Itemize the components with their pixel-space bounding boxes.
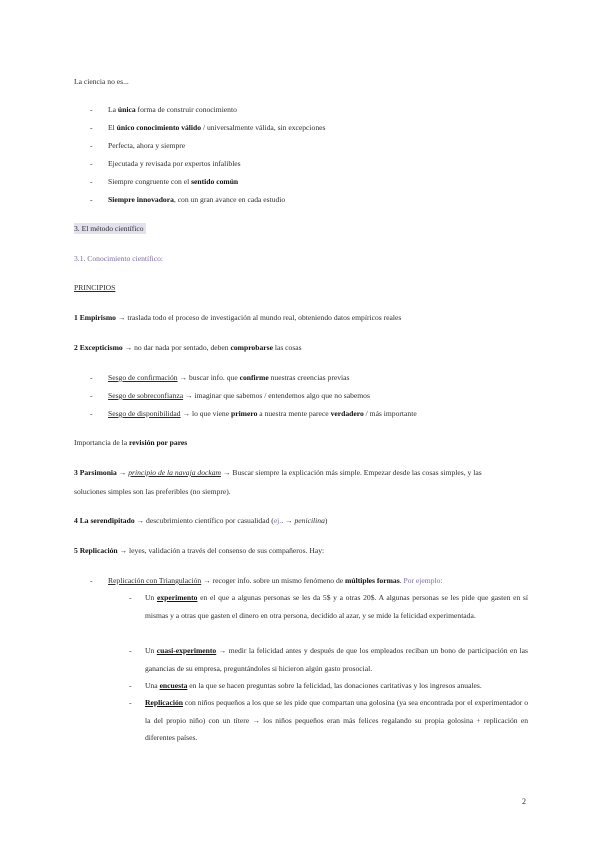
list-bullet: -	[90, 409, 93, 418]
sesgo-item: Sesgo de disponibilidad → lo que viene primero a nuestra mente parece verdadero / más importante	[108, 409, 417, 418]
example-item: Un cuasi-experimento → medir la felicidad antes y después de que los empleados reciban un bono de participación en las ganancias de su empresa, preguntándoles si hicieron algún gasto prosocial.	[145, 646, 528, 673]
principle-5: 5 Replicación → leyes, validación a través del consenso de sus compañeros. Hay:	[74, 546, 325, 555]
principle-3: 3 Parsimonia → principio de la navaja dockam → Buscar siempre la explicación más simple. Empezar desde las cosas simples, y las	[74, 468, 482, 477]
list-bullet: -	[90, 141, 93, 150]
example-item: Una encuesta en la que se hacen preguntas sobre la felicidad, las donaciones caritativas y los ingresos anuales.	[145, 681, 482, 690]
triang-bullet: -	[90, 576, 93, 585]
navaja-link[interactable]: principio de la navaja dockam	[128, 468, 222, 477]
peer-review-line: Importancia de la revisión por pares	[74, 438, 188, 447]
principle-4: 4 La serendipitado → descubrimiento científico por casualidad (ej.. → penicilina)	[74, 516, 328, 525]
list-bullet: -	[90, 195, 93, 204]
example-item: Replicación con niños pequeños a los que se les pide que compartan una golosina (ya sea encontrada por el experimentador o la del propio niño) con un títere → los niños pequeños eran más felices regalando su propia golosina + replicación en diferentes países.	[145, 698, 528, 742]
list-bullet: -	[90, 123, 93, 132]
not-science-item: El único conocimiento válido / universalmente válida, sin excepciones	[108, 123, 326, 132]
intro-line: La ciencia no es...	[74, 77, 129, 86]
list-bullet: -	[90, 159, 93, 168]
sesgo-item: Sesgo de sobreconfianza → imaginar que sabemos / entendemos algo que no sabemos	[108, 391, 370, 400]
list-bullet: -	[129, 698, 132, 707]
not-science-item: Siempre congruente con el sentido común	[108, 177, 239, 186]
triangulation-item: Replicación con Triangulación → recoger info. sobre un mismo fenómeno de múltiples formas. Por ejemplo:	[108, 576, 443, 585]
list-bullet: -	[90, 373, 93, 382]
not-science-item: Ejecutada y revisada por expertos infalibles	[108, 159, 241, 168]
page-number: 2	[522, 797, 526, 806]
sesgo-item: Sesgo de confirmación → buscar info. que confirme nuestras creencias previas	[108, 373, 350, 382]
list-bullet: -	[90, 391, 93, 400]
principle-3-cont: soluciones simples son las preferibles (no siempre).	[74, 487, 231, 496]
list-bullet: -	[129, 681, 132, 690]
list-bullet: -	[129, 593, 132, 602]
list-bullet: -	[90, 177, 93, 186]
principle-2: 2 Excepticismo → no dar nada por sentado, deben comprobarse las cosas	[74, 343, 302, 352]
principios-heading: PRINCIPIOS	[74, 283, 116, 292]
section-heading-3: 3. El método científico	[74, 224, 144, 233]
not-science-item: Siempre innovadora, con un gran avance en cada estudio	[108, 195, 286, 204]
list-bullet: -	[90, 105, 93, 114]
section-heading-3-1: 3.1. Conocimiento científico:	[74, 254, 163, 263]
not-science-item: Perfecta, ahora y siempre	[108, 141, 186, 150]
example-item: Un experimento en el que a algunas personas se les da 5$ y a otras 20$. A algunas personas se les pide que gasten en sí mismas y a otras que gasten el dinero en otra persona, decidido al azar, y se mide la felicidad experimentada.	[145, 593, 528, 620]
not-science-item: La única forma de construir conocimiento	[108, 105, 237, 114]
list-bullet: -	[129, 646, 132, 655]
principle-1: 1 Empirismo → traslada todo el proceso de investigación al mundo real, obteniendo datos empíricos reales	[74, 313, 402, 322]
